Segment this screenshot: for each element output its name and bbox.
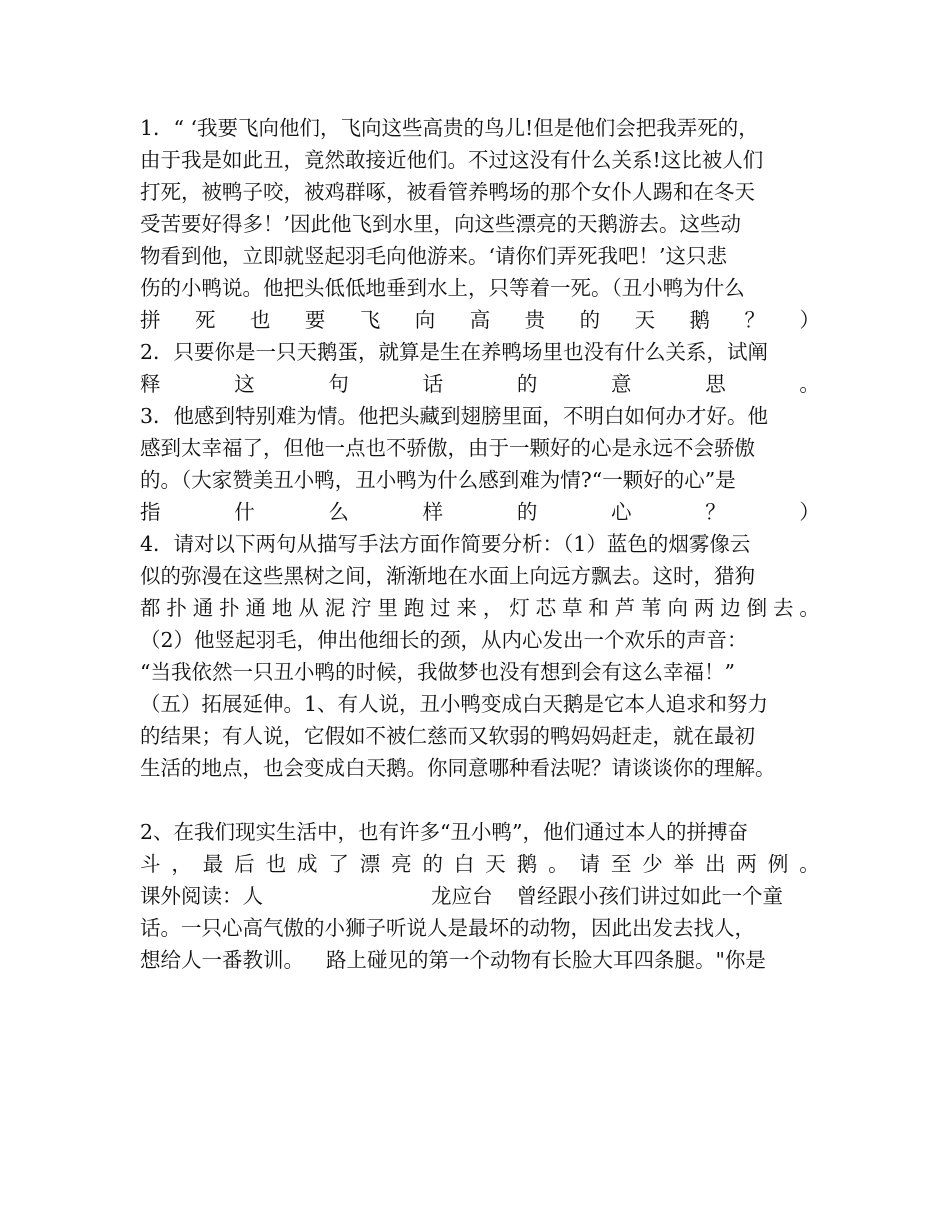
- glyph: 灯: [509, 596, 530, 620]
- glyph: 这: [234, 372, 255, 396]
- text-line: （2）他竖起羽毛，伸出他细长的颈，从内心发出一个欢乐的声音：: [140, 628, 748, 652]
- glyph: 释: [140, 372, 161, 396]
- text-line: 的结果；有人说，它假如不被仁慈而又软弱的鸭妈妈赶走，就在最初: [140, 724, 755, 748]
- glyph: 里: [377, 596, 398, 620]
- justified-line: [140, 304, 820, 336]
- glyph: 鹅: [516, 852, 538, 876]
- glyph: 后: [234, 852, 255, 876]
- glyph: 白: [453, 852, 475, 876]
- glyph: ）: [799, 308, 820, 332]
- glyph: 过: [430, 596, 451, 620]
- justified-line: [140, 592, 820, 624]
- glyph: 少: [642, 852, 663, 876]
- glyph: 死: [194, 308, 216, 332]
- glyph: 漂: [359, 852, 381, 876]
- glyph: 也: [249, 308, 271, 332]
- glyph: 例: [767, 852, 789, 876]
- text-line: 感到太幸福了，但他一点也不骄傲，由于一颗好的心是永远不会骄傲: [140, 436, 755, 460]
- story-sentence: 路上碰见的第一个动物有长脸大耳四条腿。"你是: [326, 948, 766, 972]
- glyph: 苇: [641, 596, 662, 620]
- glyph: 和: [588, 596, 609, 620]
- glyph: 举: [673, 852, 695, 876]
- glyph: 什: [234, 500, 255, 524]
- glyph: 斗: [140, 852, 161, 876]
- glyph: 至: [610, 852, 632, 876]
- document-page: [140, 112, 820, 976]
- justified-line: [140, 496, 820, 528]
- text-line: 打死，被鸭子咬，被鸡群啄，被看管养鸭场的那个女仆人踢和在冬天: [140, 180, 755, 204]
- text-line: “当我依然一只丑小鸭的时候，我做梦也没有想到会有这么幸福！”: [140, 660, 735, 684]
- glyph: 向: [414, 308, 436, 332]
- glyph: 要: [304, 308, 326, 332]
- glyph: 话: [422, 372, 444, 396]
- glyph: 向: [667, 596, 688, 620]
- glyph: 鹅: [689, 308, 711, 332]
- text-line: 生活的地点，也会变成白天鹅。你同意哪种看法呢？请谈谈你的理解。: [140, 756, 776, 780]
- glyph: 通: [192, 596, 214, 620]
- glyph: 飞: [359, 308, 381, 332]
- glyph: 。: [799, 372, 820, 396]
- glyph: 倒: [746, 596, 768, 620]
- glyph: 通: [245, 596, 266, 620]
- glyph: ，: [171, 852, 192, 876]
- glyph: 也: [265, 852, 287, 876]
- glyph: 两: [736, 852, 757, 876]
- glyph: 扑: [166, 596, 187, 620]
- glyph: 思: [705, 372, 726, 396]
- glyph: 句: [328, 372, 349, 396]
- text-line: 2、在我们现实生活中，也有许多“丑小鸭”，他们通过本人的拼搏奋: [140, 820, 749, 844]
- text-line: 2．只要你是一只天鹅蛋，就算是生在养鸭场里也没有什么关系，试阐: [140, 340, 769, 364]
- glyph: 出: [705, 852, 726, 876]
- text-line: 1．“ ‘我要飞向他们，飞向这些高贵的鸟儿!但是他们会把我弄死的，: [140, 116, 759, 140]
- glyph: ）: [799, 500, 820, 524]
- glyph: 天: [634, 308, 656, 332]
- glyph: 的: [579, 308, 601, 332]
- glyph: 扑: [219, 596, 240, 620]
- justified-line: [140, 848, 820, 880]
- glyph: 的: [516, 372, 538, 396]
- glyph: 天: [485, 852, 506, 876]
- glyph: 从: [298, 596, 319, 620]
- glyph: 。: [548, 852, 569, 876]
- glyph: 。: [799, 596, 820, 620]
- paragraph-gap: [140, 784, 820, 816]
- glyph: 芯: [535, 596, 557, 620]
- glyph: ？: [705, 500, 726, 524]
- glyph: 了: [328, 852, 349, 876]
- glyph: 最: [202, 852, 224, 876]
- text-line: 3．他感到特别难为情。他把头藏到翅膀里面，不明白如何办才好。他: [140, 404, 769, 428]
- story-sentence: 想给人一番教训。: [140, 948, 304, 972]
- glyph: 泞: [351, 596, 372, 620]
- text-line: [140, 944, 820, 976]
- reading-title-line: [140, 880, 820, 912]
- glyph: 芦: [614, 596, 636, 620]
- glyph: 地: [271, 596, 293, 620]
- glyph: 。: [799, 852, 820, 876]
- glyph: 意: [611, 372, 632, 396]
- glyph: 成: [296, 852, 318, 876]
- glyph: ，: [482, 596, 504, 620]
- glyph: 样: [422, 500, 444, 524]
- glyph: 的: [422, 852, 444, 876]
- glyph: 泥: [324, 596, 346, 620]
- text-line: 由于我是如此丑，竟然敢接近他们。不过这没有什么关系!这比被人们: [140, 148, 764, 172]
- text-line: 物看到他，立即就竖起羽毛向他游来。‘请你们弄死我吧！’这只悲: [140, 244, 728, 268]
- reading-label: 课外阅读：人: [140, 884, 263, 908]
- glyph: 心: [611, 500, 632, 524]
- text-line: 的。（大家赞美丑小鸭，丑小鸭为什么感到难为情?“一颗好的心”是: [140, 468, 736, 492]
- justified-line: [140, 368, 820, 400]
- text-line: 受苦要好得多！’因此他飞到水里，向这些漂亮的天鹅游去。这些动: [140, 212, 742, 236]
- glyph: 两: [693, 596, 715, 620]
- glyph: 请: [579, 852, 600, 876]
- glyph: 跑: [403, 596, 425, 620]
- glyph: 拼: [140, 308, 161, 332]
- text-line: 话。一只心高气傲的小狮子听说人是最坏的动物，因此出发去找人，: [140, 916, 755, 940]
- glyph: 边: [720, 596, 741, 620]
- glyph: 么: [328, 500, 349, 524]
- glyph: 的: [516, 500, 538, 524]
- text-line: 似的弥漫在这些黑树之间，渐渐地在水面上向远方飘去。这时，猎狗: [140, 564, 755, 588]
- glyph: 指: [140, 500, 161, 524]
- glyph: 亮: [391, 852, 412, 876]
- glyph: 高: [469, 308, 491, 332]
- text-line: （五）拓展延伸。1、有人说，丑小鸭变成白天鹅是它本人追求和努力: [140, 692, 769, 716]
- text-line: 伤的小鸭说。他把头低低地垂到水上，只等着一死。（丑小鸭为什么: [140, 276, 745, 300]
- glyph: 都: [140, 596, 161, 620]
- author-name: 龙应台: [431, 884, 493, 908]
- text-line: 4．请对以下两句从描写手法方面作简要分析：（1）蓝色的烟雾像云: [140, 532, 751, 556]
- glyph: ？: [744, 308, 765, 332]
- glyph: 草: [562, 596, 583, 620]
- story-opening: 曾经跟小孩们讲过如此一个童: [516, 884, 783, 908]
- glyph: 来: [456, 596, 477, 620]
- glyph: 去: [773, 596, 794, 620]
- glyph: 贵: [524, 308, 546, 332]
